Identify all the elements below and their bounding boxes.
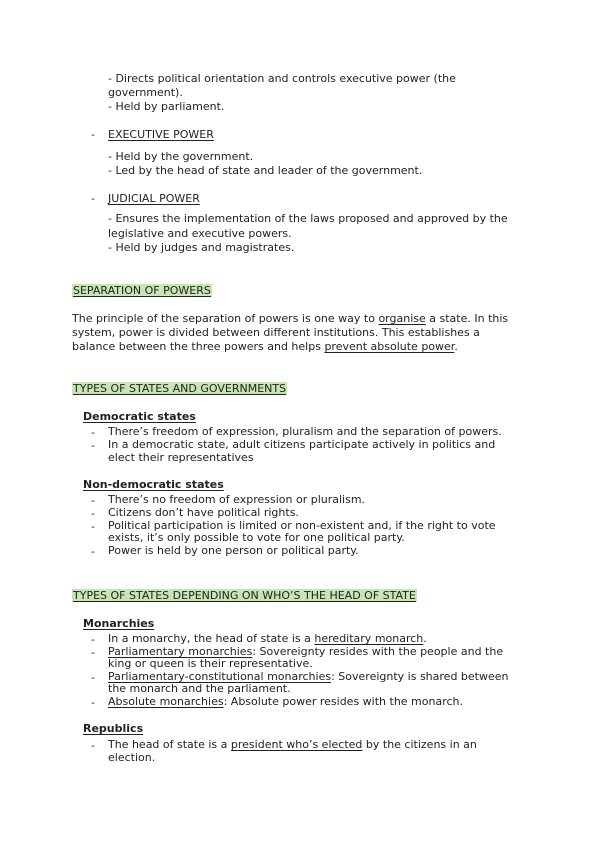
monarchies-bullet-2-line-2: king or queen is their representative. bbox=[108, 657, 313, 670]
monarchies-bullet-4: Absolute monarchies: Absolute power resides with the monarch. bbox=[108, 695, 464, 708]
bullet: - bbox=[91, 739, 95, 752]
bullet: - bbox=[91, 633, 95, 646]
hereditary-monarch-term: hereditary monarch bbox=[314, 632, 424, 645]
democratic-bullet-2-line-1: In a democratic state, adult citizens participate actively in politics and bbox=[108, 438, 496, 451]
president-elected-term: president who’s elected bbox=[230, 738, 363, 751]
head-of-state-heading bbox=[72, 589, 417, 603]
bullet: - bbox=[91, 646, 95, 659]
bullet: - bbox=[91, 520, 95, 533]
separation-heading-text: SEPARATION OF POWERS bbox=[73, 284, 211, 297]
monarchies-bullet-1: In a monarchy, the head of state is a hereditary monarch. bbox=[108, 632, 427, 645]
head-of-state-heading-text: TYPES OF STATES DEPENDING ON WHO’S THE HEAD OF STATE bbox=[73, 589, 416, 602]
executive-held-by: - Held by the government. bbox=[108, 150, 254, 163]
judicial-desc-line-2: legislative and executive powers. bbox=[108, 227, 292, 240]
absolute-monarchies-term: Absolute monarchies bbox=[108, 695, 224, 708]
republics-title: Republics bbox=[83, 722, 144, 735]
separation-para-line-3: balance between the three powers and helps prevent absolute power. bbox=[72, 340, 458, 353]
types-heading bbox=[72, 382, 287, 396]
non-democratic-bullet-2: Citizens don’t have political rights. bbox=[108, 506, 299, 519]
bullet: - bbox=[91, 426, 95, 439]
judicial-power-title: JUDICIAL POWER bbox=[108, 192, 200, 205]
democratic-states-title: Democratic states bbox=[83, 410, 196, 423]
bullet: - bbox=[91, 545, 95, 558]
non-democratic-bullet-4: Power is held by one person or political party. bbox=[108, 544, 359, 557]
parliamentary-constitutional-term: Parliamentary-constitutional monarchies bbox=[108, 670, 332, 683]
legislative-desc-line-2: government). bbox=[108, 86, 183, 99]
judicial-held-by: - Held by judges and magistrates. bbox=[108, 241, 295, 254]
monarchies-bullet-3-line-1: Parliamentary-constitutional monarchies: Sovereignty is shared between bbox=[108, 670, 509, 683]
separation-para-line-1: The principle of the separation of powers is one way to organise a state. In this bbox=[72, 312, 509, 325]
separation-para-line-2: system, power is divided between different institutions. This establishes a bbox=[72, 326, 480, 339]
republics-bullet-1-line-1: The head of state is a president who’s elected by the citizens in an bbox=[108, 738, 477, 751]
bullet: - bbox=[91, 671, 95, 684]
judicial-dash: - bbox=[91, 192, 95, 205]
monarchies-title: Monarchies bbox=[83, 617, 155, 630]
legislative-held-by: - Held by parliament. bbox=[108, 100, 225, 113]
bullet: - bbox=[91, 507, 95, 520]
non-democratic-bullet-3-line-1: Political participation is limited or non-existent and, if the right to vote bbox=[108, 519, 496, 532]
executive-dash: - bbox=[91, 128, 95, 141]
bullet: - bbox=[91, 439, 95, 452]
types-heading-text: TYPES OF STATES AND GOVERNMENTS bbox=[73, 382, 287, 395]
non-democratic-states-title: Non-democratic states bbox=[83, 478, 224, 491]
executive-led-by: - Led by the head of state and leader of the government. bbox=[108, 164, 423, 177]
non-democratic-bullet-1: There’s no freedom of expression or pluralism. bbox=[108, 493, 366, 506]
bullet: - bbox=[91, 494, 95, 507]
non-democratic-bullet-3-line-2: exists, it’s only possible to vote for one political party. bbox=[108, 531, 405, 544]
monarchies-bullet-3-line-2: the monarch and the parliament. bbox=[108, 682, 291, 695]
prevent-absolute-power-term: prevent absolute power bbox=[324, 340, 455, 353]
parliamentary-monarchies-term: Parliamentary monarchies bbox=[108, 645, 253, 658]
monarchies-bullet-2-line-1: Parliamentary monarchies: Sovereignty resides with the people and the bbox=[108, 645, 504, 658]
democratic-bullet-2-line-2: elect their representatives bbox=[108, 451, 254, 464]
bullet: - bbox=[91, 696, 95, 709]
republics-bullet-1-line-2: election. bbox=[108, 751, 156, 764]
organise-term: organise bbox=[378, 312, 426, 325]
legislative-desc-line-1: - Directs political orientation and controls executive power (the bbox=[108, 72, 456, 85]
separation-heading bbox=[72, 284, 212, 298]
democratic-bullet-1: There’s freedom of expression, pluralism and the separation of powers. bbox=[108, 425, 502, 438]
executive-power-title: EXECUTIVE POWER bbox=[108, 128, 214, 141]
judicial-desc-line-1: - Ensures the implementation of the laws proposed and approved by the bbox=[108, 212, 508, 225]
